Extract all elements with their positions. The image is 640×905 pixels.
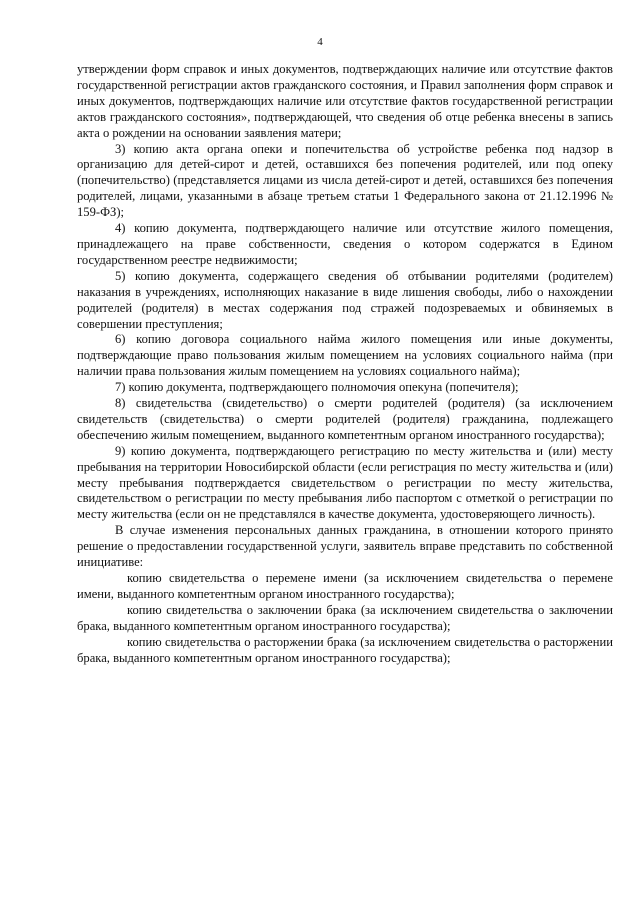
page-number: 4 [317, 36, 323, 48]
paragraph-1: утверждении форм справок и иных документов, подтверждающих наличие или отсутствие фактов государственной регистрации актов гражданского состояния, и Правил заполнения форм справок и иных документов, подтверждающих наличие или отсутствие фактов государственной регистрации актов гражданского состояния», подтверждающей, что сведения об отце ребенка внесены в запись акта о рождении на основании заявления матери; [77, 62, 613, 140]
paragraph-8: 9) копию документа, подтверждающего регистрацию по месту жительства и (или) месту пребывания на территории Новосибирской области (если регистрация по месту жительства и (или) месту пребывания подтверждается свидетельством о регистрации по месту жительства, свидетельством о регистрации по месту пребывания либо паспортом с отметкой о регистрации по месту жительства (если он не представлялся в качестве документа, удостоверяющего личность). [77, 443, 613, 522]
paragraph-3: 4) копию документа, подтверждающего наличие или отсутствие жилого помещения, принадлежащего на праве собственности, сведения о котором содержатся в Едином государственном реестре недвижимости; [77, 221, 613, 267]
paragraph-9: В случае изменения персональных данных гражданина, в отношении которого принято решение о предоставлении государственной услуги, заявитель вправе представить по собственной инициативе: [77, 523, 613, 570]
paragraph-4: 5) копию документа, содержащего сведения об отбывании родителями (родителем) наказания в учреждениях, исполняющих наказание в виде лишения свободы, либо о нахождении родителей (родителя) в местах содержания под стражей подозреваемых и обвиняемых в совершении преступления; [77, 268, 613, 331]
paragraph-6: 7) копию документа, подтверждающего полномочия опекуна (попечителя); [115, 380, 519, 395]
paragraph-10: копию свидетельства о перемене имени (за исключением свидетельства о перемене имени, выданного компетентным органом иностранного государства); [77, 571, 613, 601]
paragraph-12: копию свидетельства о расторжении брака (за исключением свидетельства о расторжении брака, выданного компетентным органом иностранного государства); [77, 634, 613, 665]
paragraph-5: 6) копию договора социального найма жилого помещения или иные документы, подтверждающие право пользования жилым помещением на условиях социального найма (при наличии права пользования жилым помещением на условиях социального найма); [77, 332, 613, 379]
paragraph-11: копию свидетельства о заключении брака (за исключением свидетельства о заключении брака, выданного компетентным органом иностранного государства); [77, 602, 613, 633]
paragraph-2: 3) копию акта органа опеки и попечительства об устройстве ребенка под надзор в организацию для детей-сирот и детей, оставшихся без попечения родителей, или под опеку (попечительство) (представляется лицами из числа детей-сирот и детей, оставшихся без попечения родителей, лицами, указанными в абзаце третьем статьи 1 Федерального закона от 21.12.1996 № 159-ФЗ); [77, 141, 613, 220]
document-body [77, 62, 613, 666]
paragraph-7: 8) свидетельства (свидетельство) о смерти родителей (родителя) (за исключением свидетельств (свидетельства) о смерти родителей (родителя) гражданина, подлежащего обеспечению жилым помещением, выданного компетентным органом иностранного государства); [77, 396, 613, 442]
